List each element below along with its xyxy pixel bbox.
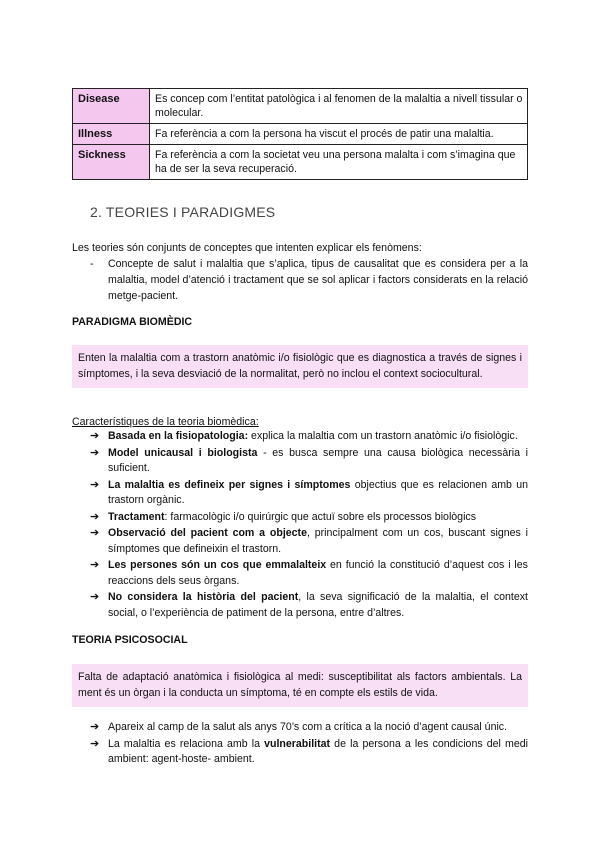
definition-cell: Fa referència a com la societat veu una persona malalta i com s’imagina que ha de ser la seva recuperació.	[150, 145, 528, 180]
arrow-icon: ➔	[90, 446, 100, 459]
item-text: , principalment com un cos, buscant signes i símptomes que defineixin el trastorn.	[108, 527, 528, 555]
item-bold-text: No considera la història del pacient	[108, 591, 299, 603]
item-text: de la persona a les condicions del medi ambient: agent-hoste- ambient.	[108, 737, 528, 765]
term-cell: Disease	[73, 89, 150, 124]
table-row	[73, 124, 528, 145]
item-text: Apareix al camp de la salut als anys 70’s com a crítica a la noció d’agent causal únic.	[108, 721, 508, 733]
item-text: objectius que es relacionen amb un trastorn orgànic.	[108, 478, 529, 506]
term-cell: Illness	[73, 124, 150, 145]
item-text: La malaltia es relaciona amb la	[108, 737, 265, 750]
list-item	[90, 429, 528, 445]
item-bold-text: Les persones són un cos que emmalalteix	[108, 559, 327, 571]
intro-paragraph: Les teories són conjunts de conceptes que intenten explicar els fenòmens:	[72, 242, 422, 254]
characteristics-label: Característiques de la teoria biomèdica:	[72, 416, 259, 428]
list-item	[90, 478, 528, 509]
biomedic-characteristics-list	[90, 429, 528, 622]
list-item	[90, 720, 528, 736]
list-item	[90, 558, 528, 589]
psicosocial-heading: TEORIA PSICOSOCIAL	[72, 634, 188, 646]
list-item	[90, 446, 528, 477]
arrow-icon: ➔	[90, 527, 100, 539]
arrow-icon: ➔	[90, 430, 100, 442]
item-text: - es busca sempre una causa biològica necessària i suficient.	[108, 446, 528, 474]
table-row	[73, 145, 528, 180]
item-bold-text: vulnerabilitat	[264, 737, 331, 750]
arrow-icon: ➔	[90, 559, 100, 571]
biomedic-heading: PARADIGMA BIOMÈDIC	[72, 316, 193, 328]
arrow-icon: ➔	[90, 478, 100, 491]
arrow-icon: ➔	[90, 737, 100, 750]
item-text: : farmacològic i/o quirúrgic que actuï sobre els processos biològics	[164, 510, 477, 523]
item-text: , la seva significació de la malaltia, el context social, o l’experiència de patiment de la persona, entre d’altres.	[108, 591, 528, 619]
arrow-icon: ➔	[90, 591, 100, 603]
list-item	[90, 510, 528, 526]
item-bold-text: La malaltia es defineix per signes i símptomes	[108, 478, 351, 491]
item-bold-text: Model unicausal i biologista	[108, 446, 258, 459]
section-heading: 2. TEORIES I PARADIGMES	[90, 204, 276, 220]
definition-cell: Fa referència a com la persona ha viscut el procés de patir una malaltia.	[150, 124, 528, 145]
item-text: explica la malaltia com un trastorn anatòmic i/o fisiològic.	[248, 430, 518, 442]
arrow-icon: ➔	[90, 721, 100, 733]
terms-table	[72, 88, 528, 180]
psicosocial-definition-box: Falta de adaptació anatòmica i fisiològica al medi: susceptibilitat als factors ambientals. La ment és un òrgan i la conducta un símptoma, té en compte els estils de vida.	[72, 664, 528, 707]
list-item	[90, 737, 528, 768]
item-bold-text: Observació del pacient com a objecte	[108, 527, 307, 539]
table-row	[73, 89, 528, 124]
arrow-icon: ➔	[90, 510, 100, 523]
psicosocial-list	[90, 720, 528, 769]
definition-cell: Es concep com l’entitat patològica i al fenomen de la malaltia a nivell tissular o molecular.	[150, 89, 528, 124]
item-text: en funció la constitució d’aquest cos i les reaccions dels seus òrgans.	[108, 559, 528, 587]
dash-item-text: Concepte de salut i malaltia que s’aplica, tipus de causalitat que es considera per a la malaltia, model d’atenció i tractament que se sol aplicar i factors considerats en la relació metge-pacient.	[108, 258, 528, 302]
dash-list-item	[90, 256, 528, 304]
term-cell: Sickness	[73, 145, 150, 180]
biomedic-definition-box: Enten la malaltia com a trastorn anatòmic i/o fisiològic que es diagnostica a través de signes i símptomes, i la seva desviació de la normalitat, però no inclou el context sociocultural.	[72, 345, 528, 388]
list-item	[90, 590, 528, 621]
item-bold-text: Basada en la fisiopatologia:	[108, 430, 249, 442]
item-bold-text: Tractament	[108, 510, 165, 523]
dash-marker: -	[90, 258, 94, 270]
list-item	[90, 526, 528, 557]
